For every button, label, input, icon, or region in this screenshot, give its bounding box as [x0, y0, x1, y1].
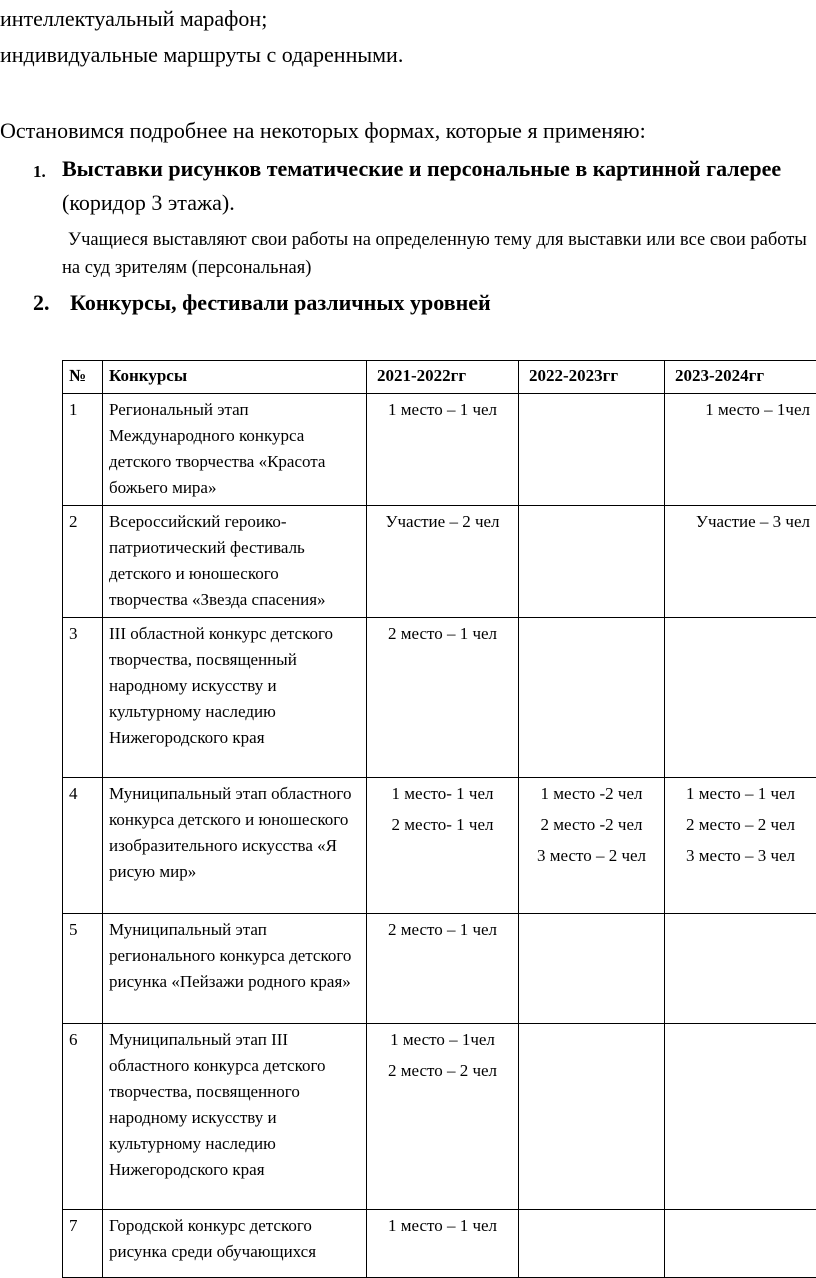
result-y3: [665, 1024, 816, 1210]
intro-line-marathon: интеллектуальный марафон;: [0, 4, 267, 34]
table-header-row: [63, 361, 816, 394]
item-1-number: 1.: [33, 155, 46, 189]
contest-name: Муниципальный этап III областного конкурса детского творчества, посвященного народному искусству и культурному наследию Нижегородского края: [103, 1024, 367, 1210]
result-entry: 1 место – 1чел: [373, 1027, 512, 1053]
item-1-title: [62, 152, 802, 220]
result-y1: [367, 394, 519, 506]
result-entry: 2 место – 2 чел: [373, 1058, 512, 1084]
result-y1: [367, 1024, 519, 1210]
result-y3: [665, 394, 816, 506]
row-number: 4: [63, 778, 103, 914]
result-y3: [665, 506, 816, 618]
result-y2: [519, 778, 665, 914]
intro-line-routes: индивидуальные маршруты с одаренными.: [0, 40, 403, 70]
result-entry: 1 место -2 чел: [525, 781, 658, 807]
result-entry: 2 место- 1 чел: [373, 812, 512, 838]
result-entry: Участие – 2 чел: [373, 509, 512, 535]
table-row: [63, 506, 816, 618]
result-y1: [367, 778, 519, 914]
row-number: 7: [63, 1210, 103, 1278]
result-entry: Участие – 3 чел: [671, 509, 810, 535]
result-y2: [519, 618, 665, 778]
item-1-description: Учащиеся выставляют свои работы на определенную тему для выставки или все свои работы на суд зрителям (персональная): [62, 226, 807, 282]
contest-name: Муниципальный этап регионального конкурса детского рисунка «Пейзажи родного края»: [103, 914, 367, 1024]
result-y3: [665, 1210, 816, 1278]
row-number: 5: [63, 914, 103, 1024]
item-1-title-bold: Выставки рисунков тематические и персональные в картинной галерее: [62, 156, 781, 181]
table-row: [63, 618, 816, 778]
contest-name: III областной конкурс детского творчества, посвященный народному искусству и культурному наследию Нижегородского края: [103, 618, 367, 778]
contests-table: [62, 360, 816, 1278]
result-y3: [665, 618, 816, 778]
result-y3: [665, 778, 816, 914]
result-y1: [367, 914, 519, 1024]
result-entry: 1 место – 1 чел: [373, 397, 512, 423]
contest-name: Муниципальный этап областного конкурса детского и юношеского изобразительного искусства «Я рисую мир»: [103, 778, 367, 914]
result-y1: [367, 1210, 519, 1278]
result-y2: [519, 1210, 665, 1278]
table-row: [63, 1024, 816, 1210]
result-entry: 1 место – 1 чел: [373, 1213, 512, 1239]
row-number: 6: [63, 1024, 103, 1210]
result-entry: 1 место – 1чел: [671, 397, 810, 423]
result-y2: [519, 394, 665, 506]
item-2-title: Конкурсы, фестивали различных уровней: [70, 286, 491, 320]
table-row: [63, 1210, 816, 1278]
result-y2: [519, 914, 665, 1024]
row-number: 3: [63, 618, 103, 778]
row-number: 2: [63, 506, 103, 618]
result-entry: 2 место – 1 чел: [373, 917, 512, 943]
result-entry: 1 место – 1 чел: [671, 781, 810, 807]
row-number: 1: [63, 394, 103, 506]
header-contests: Конкурсы: [103, 361, 367, 394]
result-entry: 3 место – 3 чел: [671, 843, 810, 869]
result-entry: 2 место – 1 чел: [373, 621, 512, 647]
result-y1: [367, 506, 519, 618]
table-row: [63, 914, 816, 1024]
contest-name: Всероссийский героико-патриотический фестиваль детского и юношеского творчества «Звезда спасения»: [103, 506, 367, 618]
header-year-2021: 2021-2022гг: [367, 361, 519, 394]
result-entry: 2 место -2 чел: [525, 812, 658, 838]
result-y1: [367, 618, 519, 778]
header-year-2023: 2023-2024гг: [665, 361, 816, 394]
result-y2: [519, 1024, 665, 1210]
contest-name: Региональный этап Международного конкурса детского творчества «Красота божьего мира»: [103, 394, 367, 506]
header-year-2022: 2022-2023гг: [519, 361, 665, 394]
item-1-title-rest: (коридор 3 этажа).: [62, 190, 235, 215]
intro-sentence: Остановимся подробнее на некоторых формах, которые я применяю:: [0, 116, 646, 146]
item-2-number: 2.: [33, 286, 50, 320]
result-y2: [519, 506, 665, 618]
result-entry: 1 место- 1 чел: [373, 781, 512, 807]
result-entry: 2 место – 2 чел: [671, 812, 810, 838]
table-row: [63, 778, 816, 914]
header-number: №: [63, 361, 103, 394]
table-row: [63, 394, 816, 506]
contest-name: Городской конкурс детского рисунка среди обучающихся: [103, 1210, 367, 1278]
result-entry: 3 место – 2 чел: [525, 843, 658, 869]
result-y3: [665, 914, 816, 1024]
